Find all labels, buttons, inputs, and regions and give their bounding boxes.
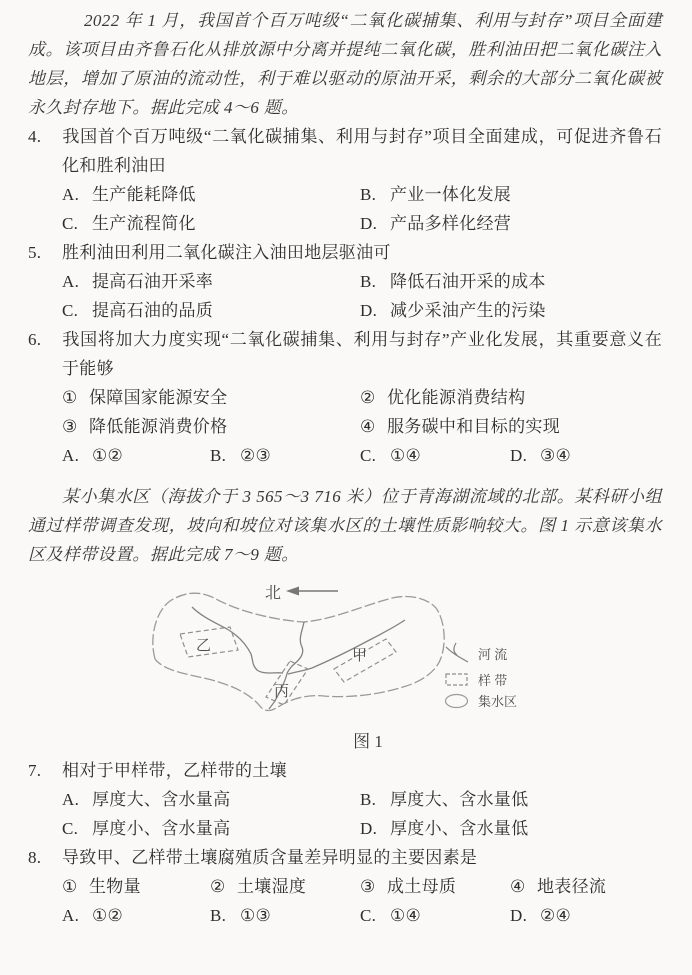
question-4 bbox=[28, 122, 662, 238]
question-5-option-c bbox=[62, 296, 360, 325]
option-label: A. bbox=[62, 790, 80, 809]
option-label: B. bbox=[360, 272, 377, 291]
question-8-text: 导致甲、乙样带土壤腐殖质含量差异明显的主要因素是 bbox=[62, 848, 478, 867]
question-8-number: 8. bbox=[28, 848, 42, 867]
option-label: C. bbox=[360, 906, 377, 925]
question-7-option-d bbox=[360, 814, 662, 843]
option-label: A. bbox=[62, 272, 80, 291]
option-text: ②④ bbox=[540, 906, 572, 925]
option-label: C. bbox=[62, 214, 79, 233]
option-label: D. bbox=[510, 446, 528, 465]
question-8-answer-a bbox=[62, 901, 210, 930]
option-text: ①④ bbox=[390, 446, 422, 465]
legend-transect-label: 样 带 bbox=[478, 673, 508, 688]
option-label: B. bbox=[210, 446, 227, 465]
question-5 bbox=[28, 238, 662, 325]
question-5-option-a bbox=[62, 267, 360, 296]
question-4-stem bbox=[28, 122, 662, 180]
question-6-answers-row bbox=[28, 441, 662, 470]
item-text: 土壤湿度 bbox=[237, 877, 307, 896]
question-4-number: 4. bbox=[28, 127, 42, 146]
option-text: 产业一体化发展 bbox=[390, 185, 512, 204]
option-text: 生产能耗降低 bbox=[92, 185, 196, 204]
circled-number: ④ bbox=[510, 877, 526, 896]
option-text: 厚度小、含水量高 bbox=[92, 819, 231, 838]
option-text: ③④ bbox=[540, 446, 572, 465]
circled-number: ① bbox=[62, 388, 78, 407]
circled-number: ② bbox=[360, 388, 376, 407]
option-label: A. bbox=[62, 185, 80, 204]
question-8-answers-row bbox=[28, 901, 662, 930]
river-symbol bbox=[446, 643, 468, 662]
question-5-stem bbox=[28, 238, 662, 267]
circled-number: ③ bbox=[62, 417, 78, 436]
item-text: 降低能源消费价格 bbox=[89, 417, 228, 436]
option-text: ①④ bbox=[390, 906, 422, 925]
question-4-options-row-2 bbox=[28, 209, 662, 238]
transect-bing-label: 丙 bbox=[274, 684, 290, 700]
option-label: A. bbox=[62, 906, 80, 925]
question-8-item-3 bbox=[360, 872, 510, 901]
question-6-item-3 bbox=[62, 412, 360, 441]
item-text: 优化能源消费结构 bbox=[387, 388, 526, 407]
option-text: 生产流程简化 bbox=[92, 214, 196, 233]
question-6-answer-d bbox=[510, 441, 662, 470]
question-4-text: 我国首个百万吨级“二氧化碳捕集、利用与封存”项目全面建成，可促进齐鲁石化和胜利油田 bbox=[62, 127, 662, 175]
question-8-answer-d bbox=[510, 901, 662, 930]
question-6-stem bbox=[28, 325, 662, 383]
north-arrow-icon bbox=[265, 584, 338, 602]
question-7-option-b bbox=[360, 785, 662, 814]
question-4-option-d bbox=[360, 209, 662, 238]
question-8-stem bbox=[28, 843, 662, 872]
question-6-item-1 bbox=[62, 383, 360, 412]
item-text: 服务碳中和目标的实现 bbox=[387, 417, 560, 436]
item-text: 地表径流 bbox=[537, 877, 607, 896]
question-5-option-b bbox=[360, 267, 662, 296]
question-7-stem bbox=[28, 756, 662, 785]
question-5-option-d bbox=[360, 296, 662, 325]
option-label: C. bbox=[62, 819, 79, 838]
option-label: D. bbox=[510, 906, 528, 925]
question-4-option-c bbox=[62, 209, 360, 238]
question-7 bbox=[28, 756, 662, 843]
question-6-items-row-1 bbox=[28, 383, 662, 412]
option-text: 厚度大、含水量低 bbox=[390, 790, 529, 809]
north-label: 北 bbox=[265, 585, 282, 602]
question-6-answer-b bbox=[210, 441, 360, 470]
question-7-text: 相对于甲样带，乙样带的土壤 bbox=[62, 761, 287, 780]
option-label: C. bbox=[62, 301, 79, 320]
legend-river-label: 河 流 bbox=[478, 647, 508, 662]
option-label: B. bbox=[360, 790, 377, 809]
option-text: ①② bbox=[92, 906, 124, 925]
item-text: 保障国家能源安全 bbox=[89, 388, 228, 407]
option-label: A. bbox=[62, 446, 80, 465]
question-6-answer-c bbox=[360, 441, 510, 470]
catchment-map bbox=[140, 575, 610, 727]
question-8-item-1 bbox=[62, 872, 210, 901]
option-text: 厚度小、含水量低 bbox=[390, 819, 529, 838]
legend-catchment-label: 集水区 bbox=[478, 694, 518, 709]
question-4-options-row-1 bbox=[28, 180, 662, 209]
transect-symbol bbox=[446, 674, 467, 685]
option-label: C. bbox=[360, 446, 377, 465]
figure-caption: 图 1 bbox=[353, 732, 383, 751]
question-5-text: 胜利油田利用二氧化碳注入油田地层驱油可 bbox=[62, 243, 391, 262]
question-8-item-4 bbox=[510, 872, 662, 901]
option-text: 厚度大、含水量高 bbox=[92, 790, 231, 809]
question-8-item-2 bbox=[210, 872, 360, 901]
item-text: 成土母质 bbox=[387, 877, 457, 896]
transect-yi-label: 乙 bbox=[196, 638, 212, 654]
option-label: D. bbox=[360, 819, 378, 838]
figure-1 bbox=[28, 575, 662, 756]
question-6-text: 我国将加大力度实现“二氧化碳捕集、利用与封存”产业化发展，其重要意义在于能够 bbox=[62, 330, 662, 378]
question-6-answer-a bbox=[62, 441, 210, 470]
item-text: 生物量 bbox=[89, 877, 141, 896]
figure-legend bbox=[446, 643, 518, 709]
option-text: 产品多样化经营 bbox=[390, 214, 512, 233]
catchment-symbol bbox=[446, 695, 468, 708]
circled-number: ① bbox=[62, 877, 78, 896]
question-5-options-row-2 bbox=[28, 296, 662, 325]
question-6 bbox=[28, 325, 662, 470]
transect-jia-label: 甲 bbox=[352, 648, 368, 664]
question-5-options-row-1 bbox=[28, 267, 662, 296]
circled-number: ④ bbox=[360, 417, 376, 436]
option-text: 提高石油开采率 bbox=[92, 272, 214, 291]
question-7-options-row-2 bbox=[28, 814, 662, 843]
circled-number: ② bbox=[210, 877, 226, 896]
question-8 bbox=[28, 843, 662, 930]
passage-carbon-capture: 2022 年 1 月，我国首个百万吨级“二氧化碳捕集、利用与封存”项目全面建成。该项目由齐鲁石化从排放源中分离并提纯二氧化碳，胜利油田把二氧化碳注入地层，增加了原油的流动性，利于难以驱动的原油开采，剩余的大部分二氧化碳被永久封存地下。据此完成 4～6 题。 bbox=[28, 11, 662, 117]
question-8-answer-c bbox=[360, 901, 510, 930]
question-7-options-row-1 bbox=[28, 785, 662, 814]
question-7-option-a bbox=[62, 785, 360, 814]
option-text: 减少采油产生的污染 bbox=[390, 301, 546, 320]
option-text: 提高石油的品质 bbox=[92, 301, 214, 320]
question-8-answer-b bbox=[210, 901, 360, 930]
option-label: B. bbox=[360, 185, 377, 204]
circled-number: ③ bbox=[360, 877, 376, 896]
question-7-number: 7. bbox=[28, 761, 42, 780]
option-label: D. bbox=[360, 214, 378, 233]
question-6-number: 6. bbox=[28, 330, 42, 349]
question-4-option-a bbox=[62, 180, 360, 209]
question-7-option-c bbox=[62, 814, 360, 843]
option-text: ①③ bbox=[240, 906, 272, 925]
option-label: D. bbox=[360, 301, 378, 320]
option-text: 降低石油开采的成本 bbox=[390, 272, 546, 291]
question-4-option-b bbox=[360, 180, 662, 209]
question-5-number: 5. bbox=[28, 243, 42, 262]
question-6-items-row-2 bbox=[28, 412, 662, 441]
rivers bbox=[192, 607, 405, 709]
passage-catchment: 某小集水区（海拔介于 3 565～3 716 米）位于青海湖流域的北部。某科研小组通过样带调查发现，坡向和坡位对该集水区的土壤性质影响较大。图 1 示意该集水区及样带设置。据此完成 7～9 题。 bbox=[28, 487, 662, 564]
option-text: ①② bbox=[92, 446, 124, 465]
option-label: B. bbox=[210, 906, 227, 925]
question-6-item-4 bbox=[360, 412, 662, 441]
option-text: ②③ bbox=[240, 446, 272, 465]
question-6-item-2 bbox=[360, 383, 662, 412]
question-8-items-row bbox=[28, 872, 662, 901]
